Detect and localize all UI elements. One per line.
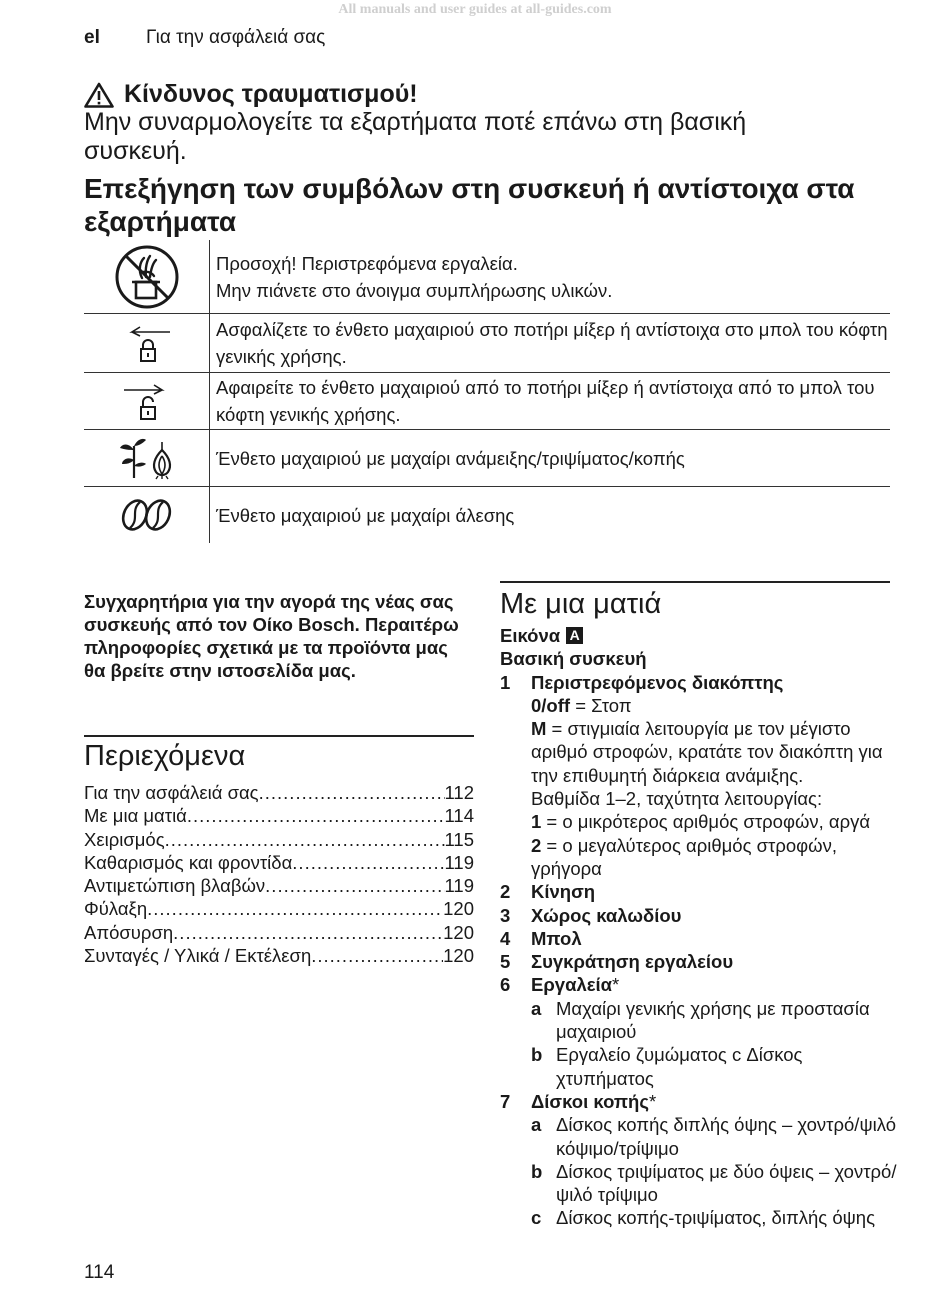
part-number: 1 <box>500 671 511 693</box>
symbol-text-line: Προσοχή! Περιστρεφόμενα εργαλεία. <box>216 252 518 274</box>
toc-entry-label: Χειρισμός <box>84 828 165 850</box>
part-number: 7 <box>500 1090 511 1112</box>
disc-subitem: b Δίσκος τριψίματος με δύο όψεις – χοντρό/ψιλό τρίψιμο <box>531 1160 897 1206</box>
switch-one-desc: 1 = ο μικρότερος αριθμός στροφών, αργά <box>531 811 871 833</box>
symbol-text-line: Ασφαλίζετε το ένθετο μαχαιριού στο ποτήρι μίξερ ή αντίστοιχα στο μπολ του κόφτη γενικής χρήσης. <box>216 319 888 367</box>
part-item <box>500 671 900 881</box>
toc-entry[interactable] <box>84 805 474 828</box>
part-number: 2 <box>500 881 511 903</box>
part-item <box>500 973 900 1089</box>
part-label: Χώρος καλωδίου <box>531 904 682 926</box>
toc-entry-label: Καθαρισμός και φροντίδα <box>84 851 293 873</box>
toc-entry-page: 120 <box>443 921 474 943</box>
toc-entry[interactable] <box>84 782 474 805</box>
part-label: Κίνηση <box>531 881 596 903</box>
switch-off-desc: 0/off = Στοπ <box>531 694 632 716</box>
toc-entry[interactable] <box>84 852 474 875</box>
part-label: Συγκράτηση εργαλείου <box>531 951 734 973</box>
part-item <box>500 880 900 903</box>
symbol-row <box>84 430 890 487</box>
toc-entry-label: Για την ασφάλειά σας <box>84 782 259 803</box>
symbol-row <box>84 240 890 314</box>
figure-label: Εικόνα <box>500 625 561 646</box>
glance-title: Με μια ματιά <box>500 588 662 620</box>
toc-rule <box>84 735 474 737</box>
symbol-description <box>210 240 890 313</box>
tool-subitem: b Εργαλείο ζυμώματος c Δίσκος χτυπήματος <box>531 1044 803 1089</box>
symbol-description <box>210 314 890 372</box>
part-number: 3 <box>500 904 511 926</box>
symbol-row <box>84 487 890 543</box>
symbol-description <box>210 430 890 486</box>
figure-badge: A <box>566 627 583 644</box>
part-number: 6 <box>500 974 511 996</box>
symbol-row <box>84 373 890 430</box>
toc-entry[interactable] <box>84 945 474 968</box>
toc-entry[interactable] <box>84 875 474 898</box>
symbol-text-line: Μην πιάνετε στο άνοιγμα συμπλήρωσης υλικών. <box>216 279 613 301</box>
symbols-table <box>84 240 890 543</box>
part-label: Δίσκοι κοπής* <box>531 1090 657 1112</box>
unlock-arrow-right-icon <box>84 373 210 429</box>
switch-m-desc: M = στιγμιαία λειτουργία με τον μέγιστο αριθμό στροφών, κρατάτε τον διακόπτη για την επιθυμητή διάρκεια ανάμιξης. <box>531 718 883 786</box>
part-number: 5 <box>500 951 511 973</box>
symbol-description <box>210 373 890 429</box>
coffee-beans-icon <box>84 487 210 543</box>
part-label: Περιστρεφόμενος διακόπτης <box>531 671 784 693</box>
switch-level-desc: Βαθμίδα 1–2, ταχύτητα λειτουργίας: <box>531 788 823 810</box>
toc-entry-page: 120 <box>443 945 474 967</box>
part-item <box>500 950 900 973</box>
toc-entry-label: Αντιμετώπιση βλαβών <box>84 875 266 897</box>
toc-entry-label: Φύλαξη <box>84 898 148 920</box>
warning-body: Μην συναρμολογείτε τα εξαρτήματα ποτέ επάνω στη βασική συσκευή. <box>84 108 747 165</box>
figure-reference <box>500 624 900 647</box>
symbol-row <box>84 314 890 373</box>
toc-entry-page: 120 <box>443 898 474 920</box>
part-item <box>500 904 900 927</box>
part-number: 4 <box>500 927 511 949</box>
switch-two-desc: 2 = ο μεγαλύτερος αριθμός στροφών, γρήγορα <box>531 834 837 879</box>
page-number: 114 <box>84 1262 115 1283</box>
disc-subitem: a Δίσκος κοπής διπλής όψης – χοντρό/ψιλό κόψιμο/τρίψιμο <box>531 1114 897 1159</box>
symbol-text-line: Ένθετο μαχαιριού με μαχαίρι άλεσης <box>216 504 515 526</box>
toc-entry-page: 119 <box>444 875 474 897</box>
toc-entry[interactable] <box>84 898 474 921</box>
glance-rule <box>500 581 890 583</box>
toc-entry-page: 115 <box>444 828 474 850</box>
table-of-contents <box>84 782 474 968</box>
toc-entry-page: 119 <box>444 851 474 873</box>
warning-title <box>84 80 418 109</box>
running-header: Για την ασφάλειά σας <box>146 27 326 48</box>
toc-entry-page: 114 <box>444 805 474 827</box>
disc-subitem: c Δίσκος κοπής-τριψίματος, διπλής όψης <box>531 1207 876 1229</box>
watermark: All manuals and user guides at all-guides.com <box>338 2 612 17</box>
at-a-glance-section <box>500 586 900 1230</box>
glance-subtitle: Βασική συσκευή <box>500 648 647 670</box>
symbol-text-line: Ένθετο μαχαιριού με μαχαίρι ανάμειξης/τριψίματος/κοπής <box>216 447 685 469</box>
toc-entry-page: 112 <box>444 782 474 803</box>
tool-subitem: a Μαχαίρι γενικής χρήσης με προστασία μαχαιριού <box>531 997 870 1043</box>
symbol-text-line: Αφαιρείτε το ένθετο μαχαιριού από το ποτήρι μίξερ ή αντίστοιχα από το μπολ του κόφτη γενικής χρήσης. <box>216 377 875 425</box>
toc-entry-label: Με μια ματιά <box>84 805 187 827</box>
herb-onion-icon <box>84 430 210 486</box>
intro-paragraph: Συγχαρητήρια για την αγορά της νέας σας συσκευής από τον Οίκο Bosch. Περαιτέρω πληροφορίες σχετικά με τα προϊόντα μας θα βρείτε στην ιστοσελίδα μας. <box>84 591 459 681</box>
part-item <box>500 927 900 950</box>
lock-arrow-left-icon <box>84 314 210 372</box>
symbol-description <box>210 487 890 543</box>
no-hand-in-opening-icon <box>84 240 210 313</box>
warning-title-text: Κίνδυνος τραυματισμού! <box>124 80 418 108</box>
part-label: Εργαλεία* <box>531 974 620 996</box>
toc-entry[interactable] <box>84 922 474 945</box>
toc-entry[interactable] <box>84 829 474 852</box>
language-code: el <box>84 27 100 48</box>
toc-title: Περιεχόμενα <box>84 740 246 772</box>
warning-triangle-icon <box>84 82 114 108</box>
toc-entry-label: Συνταγές / Υλικά / Εκτέλεση <box>84 945 312 967</box>
part-item <box>500 1090 900 1230</box>
symbols-heading: Επεξήγηση των συμβόλων στη συσκευή ή αντίστοιχα στα εξαρτήματα <box>84 173 855 237</box>
toc-entry-label: Απόσυρση <box>84 921 174 943</box>
part-label: Μπολ <box>531 927 582 949</box>
